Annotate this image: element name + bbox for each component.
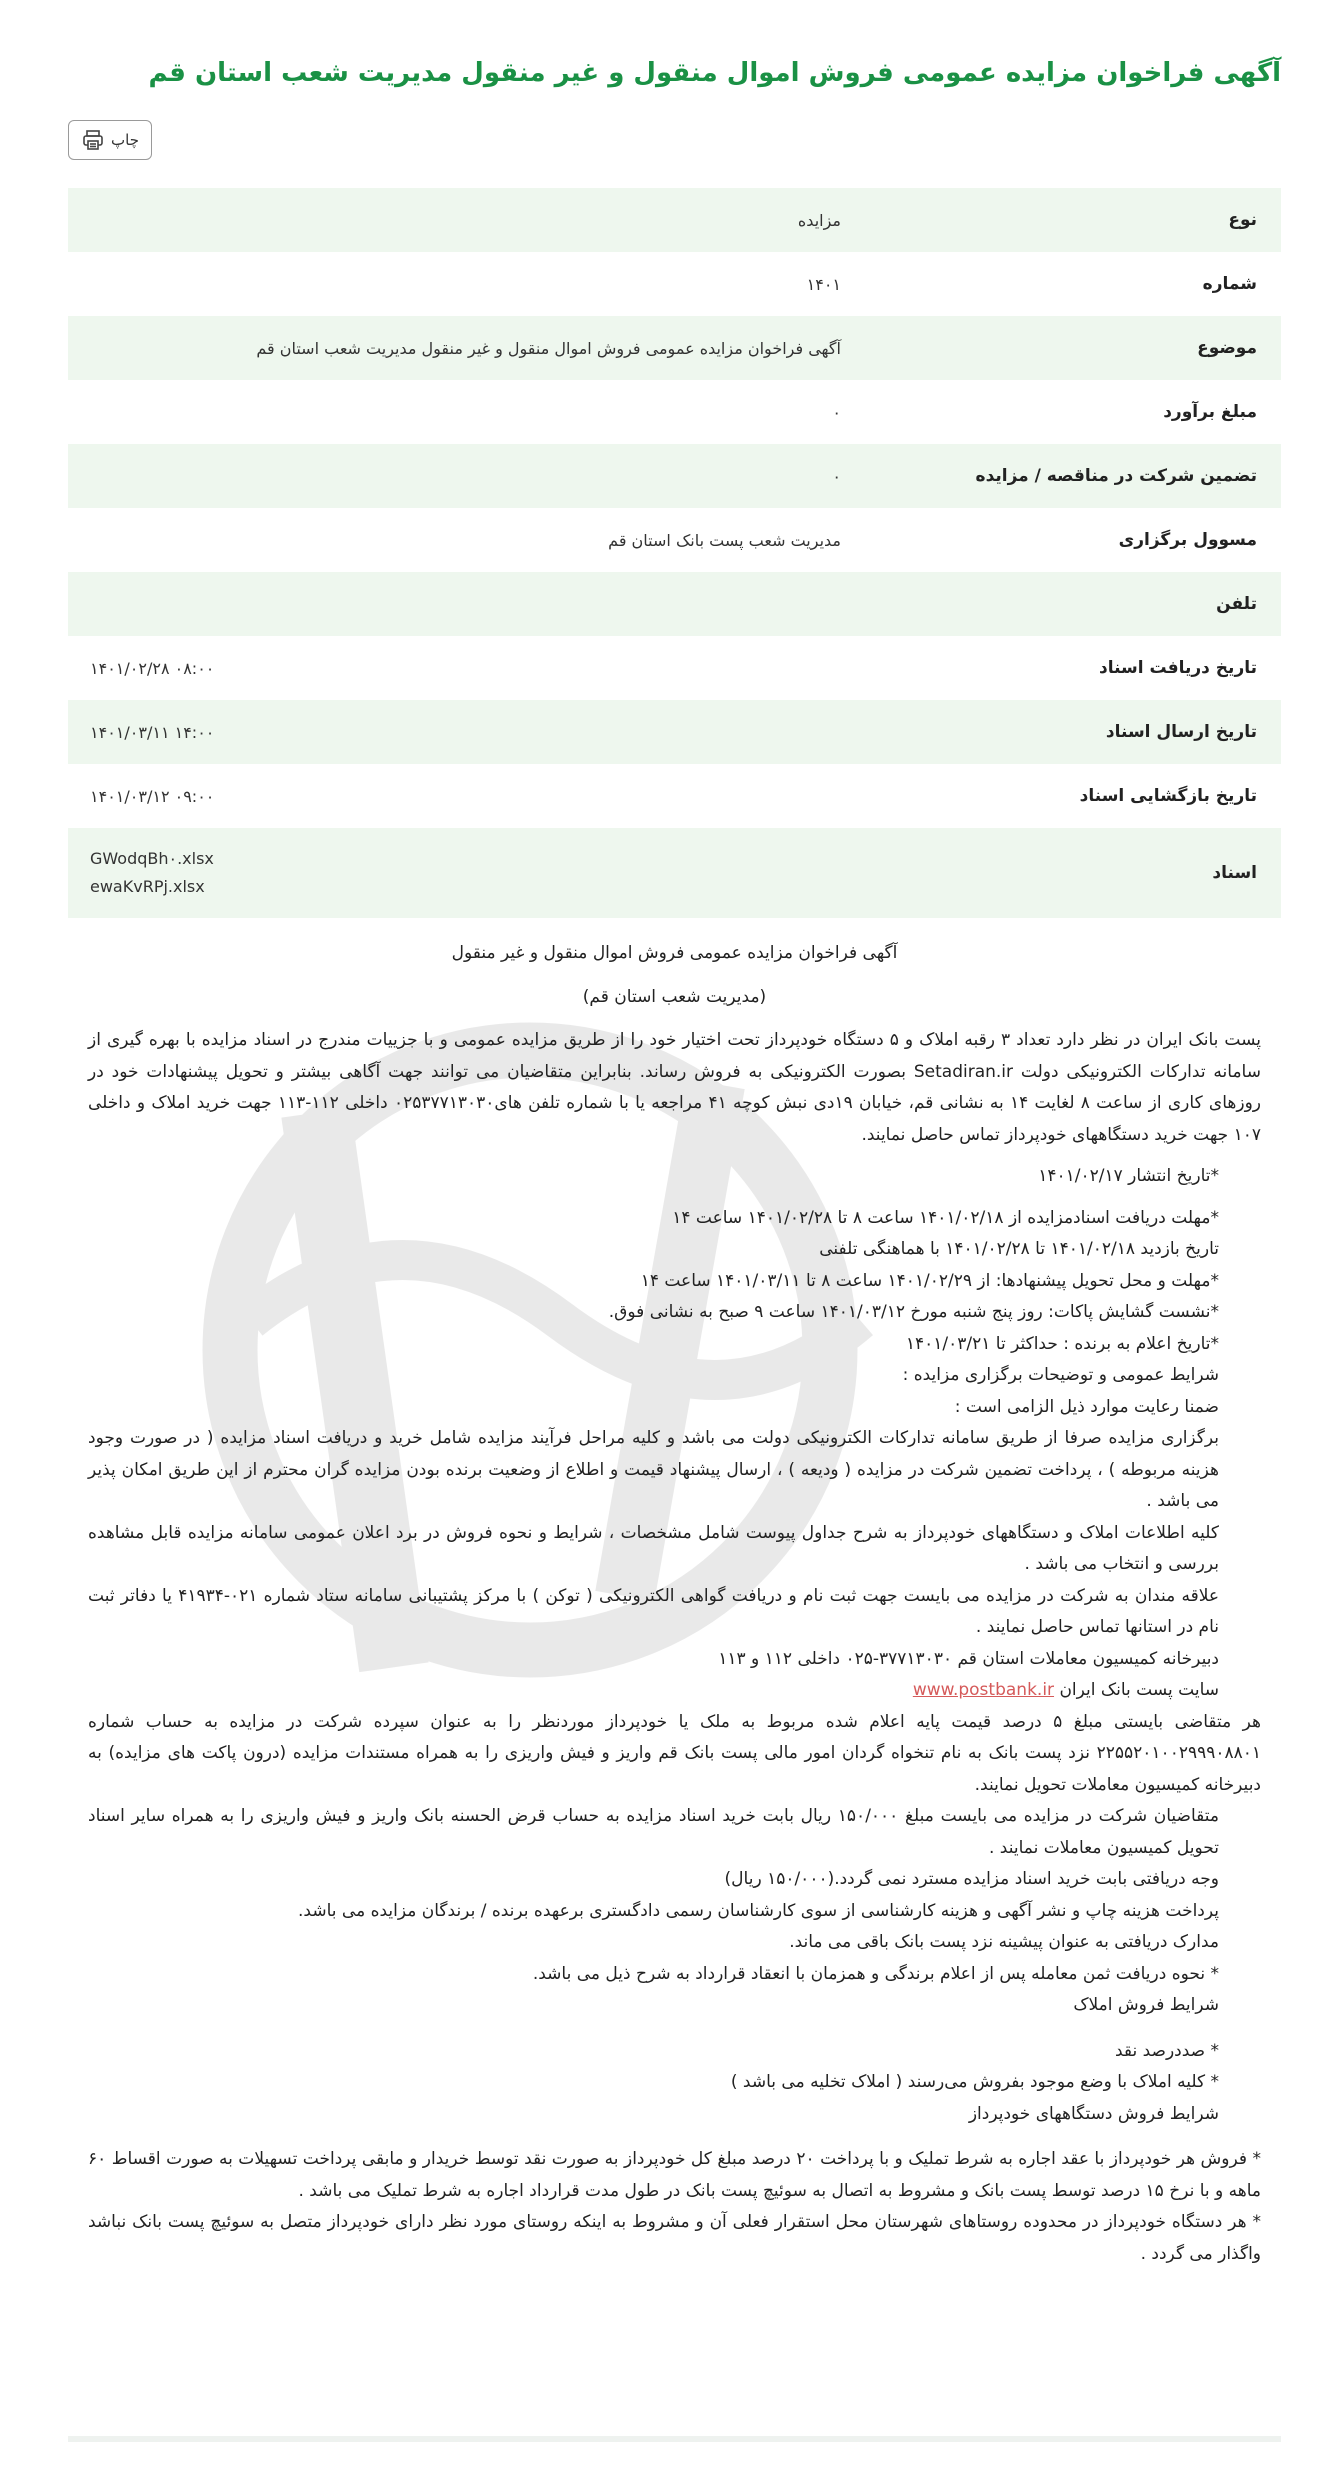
payment-note: * نحوه دریافت ثمن معامله پس از اعلام برندگی و همزمان با انعقاد قرارداد به شرح ذیل می باشد. [532,1963,1219,1984]
row-guarantee [68,444,1281,508]
documents-files [68,845,861,901]
atm-sale-item: * فروش هر خودپرداز با عقد اجاره به شرط تملیک و با پرداخت ۲۰ درصد مبلغ کل خودپرداز به صورت نقد توسط خریدار و مابقی پرداخت تسهیلات به صورت اقساط ۶۰ ماهه و با نرخ ۱۵ درصد توسط پست بانک و مشروط به اتصال به سوئیچ پست بانک در طول مدت قرارداد اجاره به شرط تملیک می باشد . [88,2149,1261,2201]
print-label: چاپ [111,131,139,149]
condition-item: علاقه مندان به شرکت در مزایده می بایست جهت ثبت نام و دریافت گواهی الکترونیکی ( توکن ) با مرکز پشتیبانی سامانه ستاد شماره ۰۲۱-۴۱۹۳۴ یا دفاتر ثبت نام در استانها تماس حاصل نمایند . [88,1585,1219,1637]
document-file-link[interactable]: ewaKvRPj.xlsx [90,877,205,896]
schedule-item: *نشست گشایش پاکات: روز پنج شنبه مورخ ۱۴۰۱/۰۳/۱۲ ساعت ۹ صبح به نشانی فوق. [608,1302,1219,1322]
property-sale-item: * صددرصد نقد [1114,2040,1219,2061]
row-number [68,252,1281,316]
page-title: آگهی فراخوان مزایده عمومی فروش اموال منقول و غیر منقول مدیریت شعب استان قم [148,58,1281,88]
postbank-website-link[interactable]: www.postbank.ir [912,1680,1055,1700]
condition-item: دبیرخانه کمیسیون معاملات استان قم ۳۷۷۱۳۰۳۰-۰۲۵ داخلی ۱۱۲ و ۱۱۳ [718,1648,1219,1669]
guarantee-value: ۰ [832,466,841,486]
row-subject [68,316,1281,380]
website-line [88,1675,1261,1707]
atm-sale-item: * هر دستگاه خودپرداز در محدوده روستاهای شهرستان محل استقرار فعلی آن و مشروط به اینکه روستای مورد نظر دارای خودپرداز متصل به سوئیچ پست بانک نباشد واگذار می گردد . [88,2212,1261,2264]
open-date-value: ۱۴۰۱/۰۳/۱۲ ۰۹:۰۰ [90,786,215,806]
row-phone [68,572,1281,636]
condition-item: متقاضیان شرکت در مزایده می بایست مبلغ ۱۵۰/۰۰۰ ریال بابت خرید اسناد مزایده به حساب قرض الحسنه بانک واریز و فیش واریزی را به همراه سایر اسناد تحویل کمیسیون معاملات نمایند . [88,1806,1219,1858]
atm-sale-title: شرایط فروش دستگاههای خودپرداز [968,2103,1219,2124]
documents-label: اسناد [1212,863,1257,883]
number-value: ۱۴۰۱ [806,274,841,294]
schedule-item: *مهلت دریافت اسنادمزایده از ۱۴۰۱/۰۲/۱۸ ساعت ۸ تا ۱۴۰۱/۰۲/۲۸ ساعت ۱۴ [672,1207,1219,1228]
spacer [88,2022,1261,2036]
announcement-body [88,930,1261,2270]
footer-divider [68,2436,1281,2442]
row-documents [68,828,1281,918]
estimate-value: ۰ [832,402,841,422]
schedule-item: *مهلت و محل تحویل پیشنهادها: از ۱۴۰۱/۰۲/۲۹ ساعت ۸ تا ۱۴۰۱/۰۳/۱۱ ساعت ۱۴ [640,1270,1219,1291]
website-prefix: سایت پست بانک ایران [1059,1680,1219,1700]
guarantee-label: تضمین شرکت در مناقصه / مزایده [975,466,1257,486]
schedule-item: ضمنا رعایت موارد ذیل الزامی است : [954,1396,1219,1417]
printer-icon [81,128,105,152]
condition-item: هر متقاضی بایستی مبلغ ۵ درصد قیمت پایه اعلام شده مربوط به ملک یا خودپرداز موردنظر را به عنوان سپرده شرکت در مزایده به حساب شماره ۲۲۵۵۲۰۱۰۰۲۹۹۹۰۸۸۰۱ نزد پست بانک به نام تنخواه گردان امور مالی پست بانک قم واریز و فیش واریزی را به همراه مستندات مزایده (درون پاکت های مزایده) به دبیرخانه کمیسیون معاملات تحویل نمایند. [88,1711,1261,1795]
schedule-item: *تاریخ اعلام به برنده : حداکثر تا ۱۴۰۱/۰۳/۲۱ [905,1333,1219,1354]
subject-value: آگهی فراخوان مزایده عمومی فروش اموال منقول و غیر منقول مدیریت شعب استان قم [256,338,841,358]
open-date-label: تاریخ بازگشایی اسناد [1079,786,1257,806]
document-file-link[interactable]: GWodqBh۰.xlsx [90,849,214,868]
send-date-value: ۱۴۰۱/۰۳/۱۱ ۱۴:۰۰ [90,722,215,742]
body-subheading: (مدیریت شعب استان قم) [582,986,767,1007]
estimate-label: مبلغ برآورد [1163,402,1257,422]
condition-item: برگزاری مزایده صرفا از طریق سامانه تدارکات الکترونیکی دولت می باشد و کلیه مراحل فرآیند مزایده شامل خرید و دریافت اسناد مزایده ( در صورت وجود هزینه مربوطه ) ، پرداخت تضمین شرکت در مزایده ( ودیعه ) ، ارسال پیشنهاد قیمت و اطلاع از وضعیت برنده بودن مزایده گران محترم از این طریق امکان پذیر می باشد . [88,1428,1219,1511]
schedule-item: تاریخ بازدید ۱۴۰۱/۰۲/۱۸ تا ۱۴۰۱/۰۲/۲۸ با هماهنگی تلفنی [819,1239,1219,1259]
condition-item: پرداخت هزینه چاپ و نشر آگهی و هزینه کارشناسی از سوی کارشناسان رسمی دادگستری برعهده برنده / برندگان مزایده می باشد. [298,1900,1219,1921]
property-sale-title: شرایط فروش املاک [1073,1995,1219,2015]
property-sale-item: * کلیه املاک با وضع موجود بفروش می‌رسند ( املاک تخلیه می باشد ) [730,2072,1219,2092]
organizer-value: مدیریت شعب پست بانک استان قم [608,530,841,550]
spacer [88,2130,1261,2144]
publish-date: *تاریخ انتشار ۱۴۰۱/۰۲/۱۷ [1038,1166,1219,1186]
condition-item: وجه دریافتی بابت خرید اسناد مزایده مسترد نمی گردد.(۱۵۰/۰۰۰ ریال) [724,1869,1219,1889]
subject-label: موضوع [1197,338,1257,358]
receive-date-label: تاریخ دریافت اسناد [1098,658,1257,678]
type-value: مزایده [797,210,841,230]
schedule-item: شرایط عمومی و توضیحات برگزاری مزایده : [902,1365,1219,1385]
print-button[interactable] [68,120,152,160]
intro-paragraph: پست بانک ایران در نظر دارد تعداد ۳ رقبه املاک و ۵ دستگاه خودپرداز تحت اختیار خود را از طریق مزایده عمومی و با جزییات مندرج در اسناد مزایده با بهره گیری از سامانه تدارکات الکترونیکی دولت Setadiran.ir بصورت الکترونیکی به فروش رساند. بنابراین متقاضیان می توانند جهت آگاهی بیشتر و تحویل پیشنهادات خود در روزهای کاری از ساعت ۸ لغایت ۱۴ به نشانی قم، خیابان ۱۹دی نبش کوچه ۴۱ مراجعه یا با شماره تلفن های۰۲۵۳۷۷۱۳۰۳۰ داخلی ۱۱۲-۱۱۳ جهت خرید املاک و داخلی ۱۰۷ جهت خرید دستگاههای خودپرداز تماس حاصل نمایند. [88,1030,1261,1145]
condition-item: مدارک دریافتی به عنوان پیشینه نزد پست بانک باقی می ماند. [789,1932,1219,1952]
send-date-label: تاریخ ارسال اسناد [1105,722,1257,742]
row-type [68,188,1281,252]
number-label: شماره [1202,274,1257,294]
row-send-date [68,700,1281,764]
row-open-date [68,764,1281,828]
phone-label: تلفن [1216,594,1257,614]
receive-date-value: ۱۴۰۱/۰۲/۲۸ ۰۸:۰۰ [90,658,215,678]
body-heading: آگهی فراخوان مزایده عمومی فروش اموال منقول و غیر منقول [451,943,898,963]
details-table [68,188,1281,918]
row-estimate [68,380,1281,444]
type-label: نوع [1228,210,1257,230]
organizer-label: مسوول برگزاری [1118,530,1257,550]
row-organizer [68,508,1281,572]
condition-item: کلیه اطلاعات املاک و دستگاههای خودپرداز به شرح جداول پیوست شامل مشخصات ، شرایط و نحوه فروش در برد اعلان عمومی سامانه مزایده قابل مشاهده بررسی و انتخاب می باشد . [88,1522,1219,1574]
row-receive-date [68,636,1281,700]
